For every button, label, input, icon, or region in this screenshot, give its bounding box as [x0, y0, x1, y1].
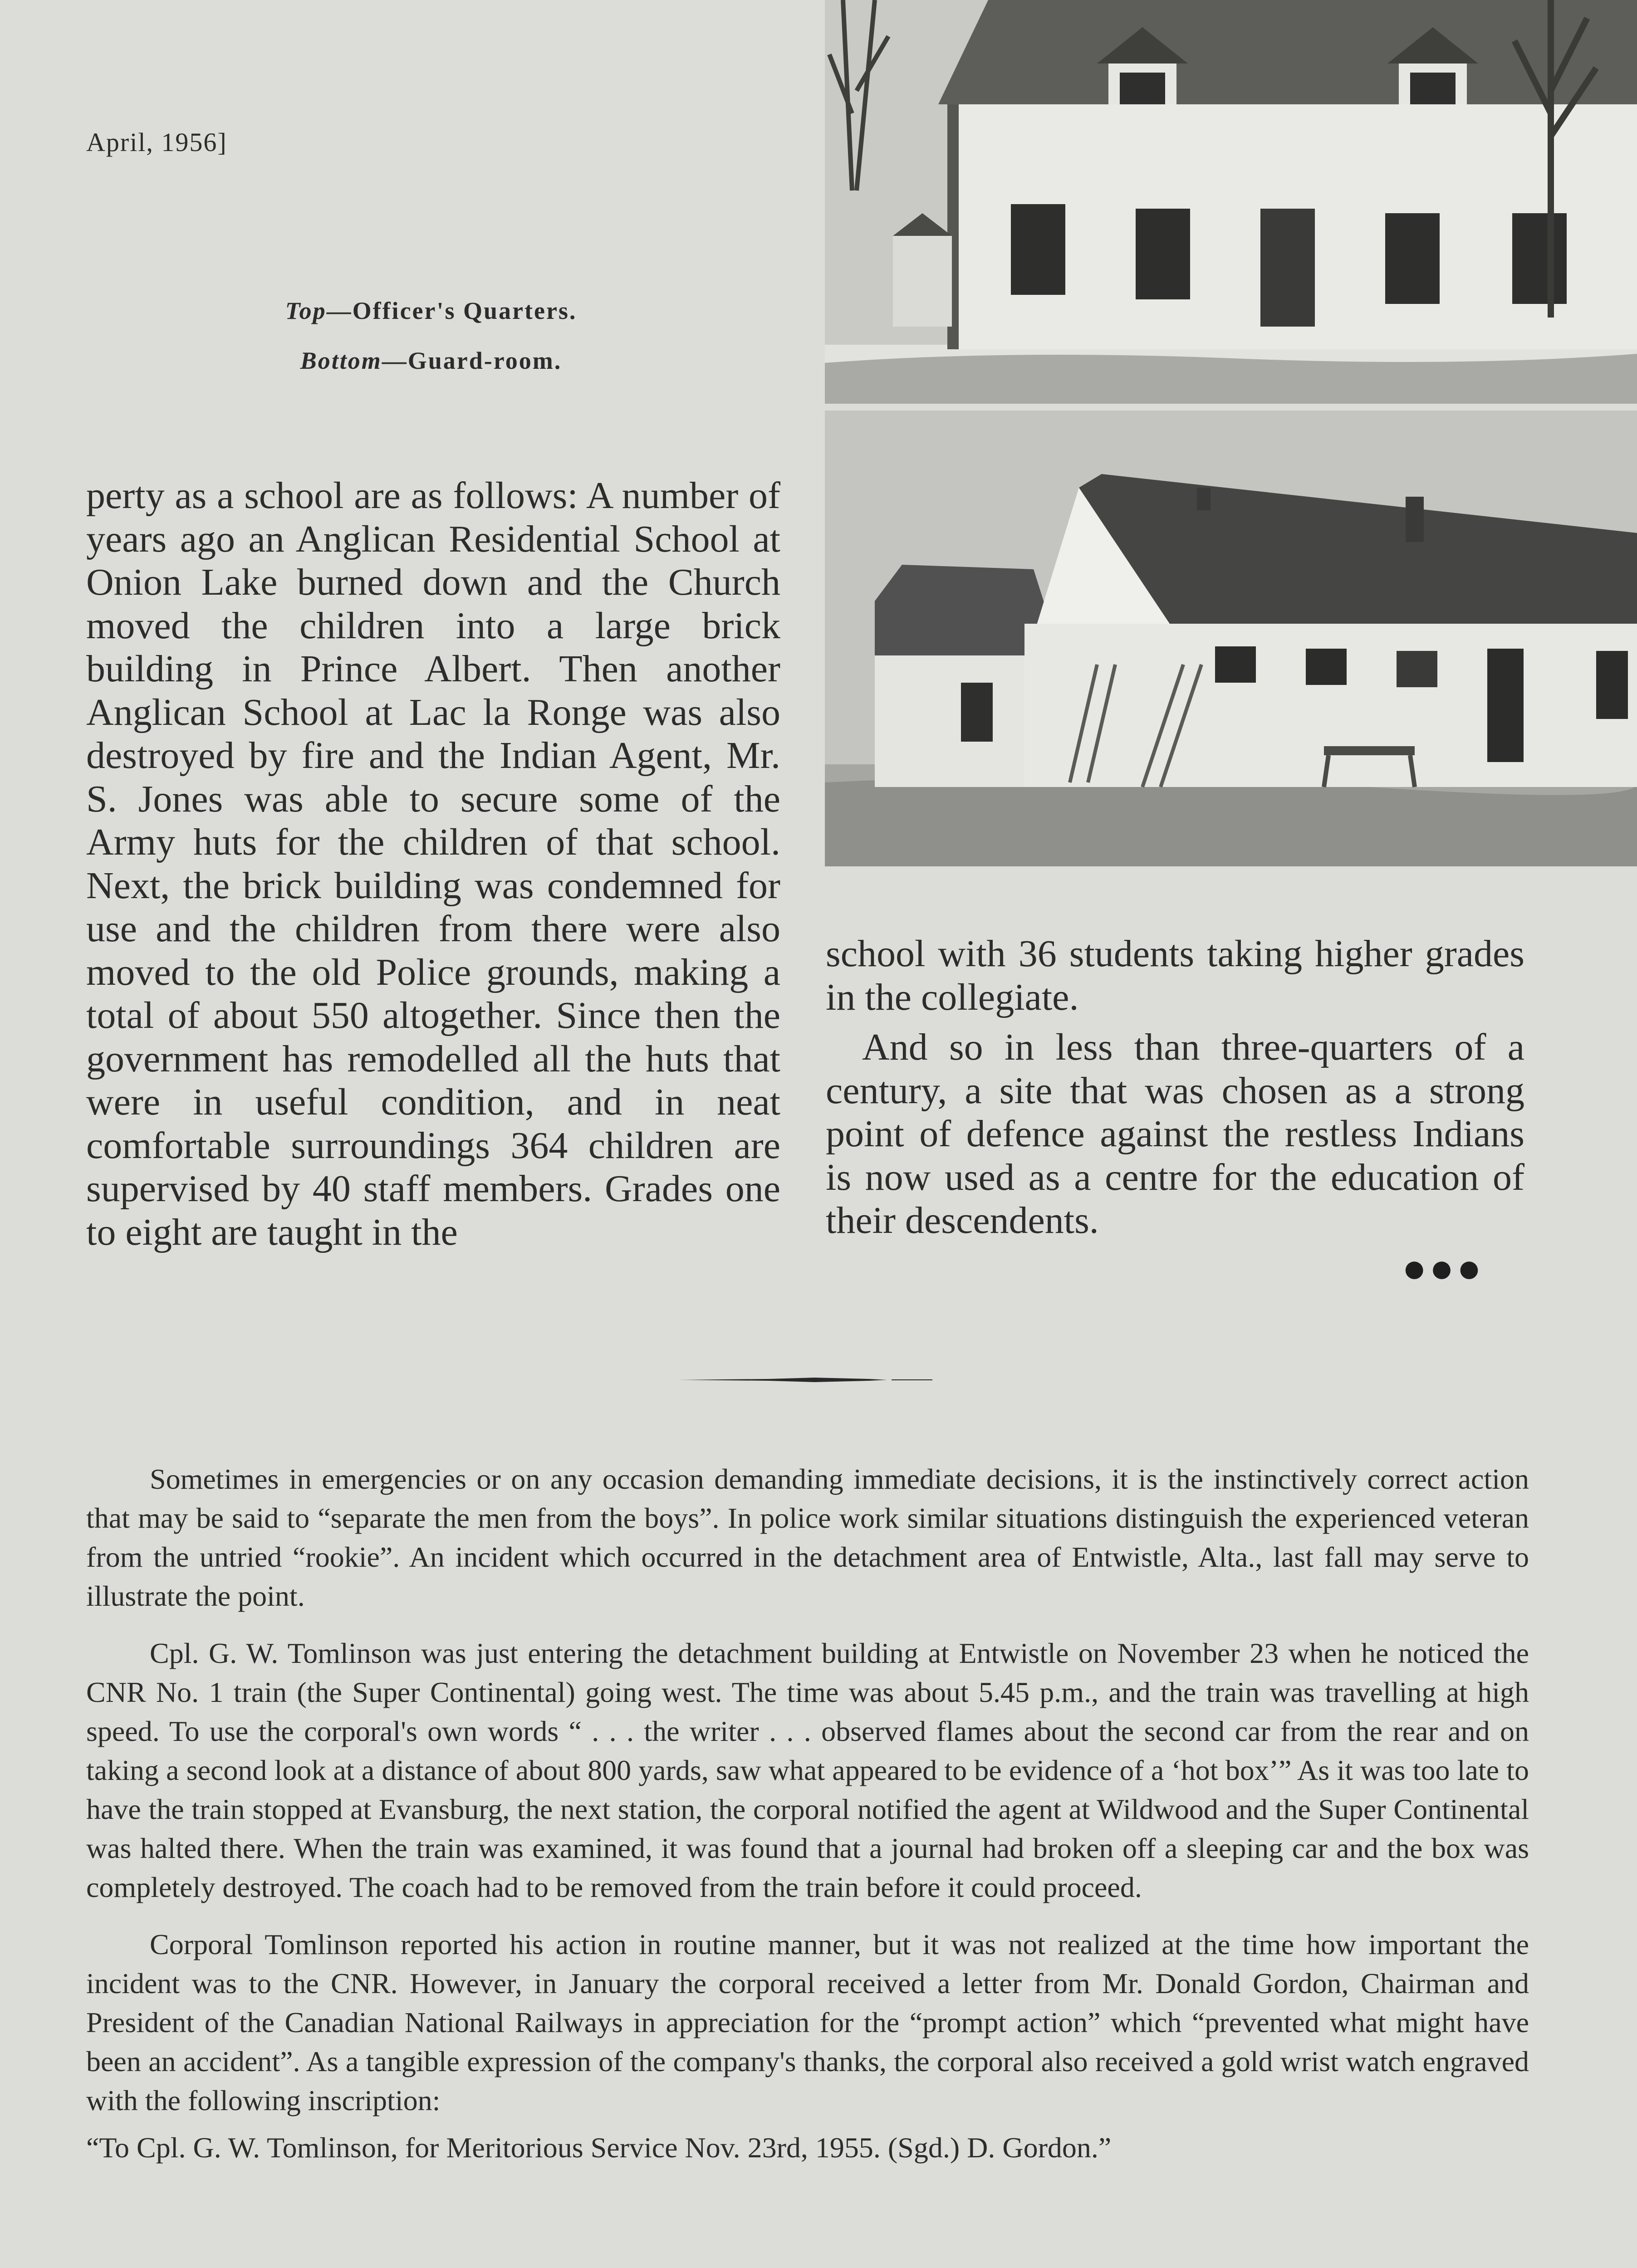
caption-top-label: Top [285, 297, 327, 324]
photo-caption [91, 286, 771, 386]
caption-bottom-label: Bottom [300, 347, 382, 374]
article-paragraph: Corporal Tomlinson reported his action in routine manner, but it was not realized at the time how important the incident was to the CNR. However, in January the corporal received a letter from Mr. Donald Gordon, Chairman and President of the Canadian National Railways in appreciation for the “prompt action” which “prevented what might have been an accident”. As a tangible expression of the company's thanks, the corporal also received a gold wrist watch engraved with the following inscription: [86, 1928, 1529, 2116]
right-column-paragraph: school with 36 students taking higher grades in the collegiate. [826, 933, 1524, 1018]
officers-quarters-photo [825, 0, 1637, 404]
watch-inscription: “To Cpl. G. W. Tomlinson, for Meritorious Service Nov. 23rd, 1955. (Sgd.) D. Gordon.” [86, 2131, 1112, 2164]
end-of-article-mark: ●●● [1402, 1246, 1485, 1291]
right-column [826, 932, 1524, 1242]
right-column-paragraph: And so in less than three-quarters of a century, a site that was chosen as a strong point of defence against the restless Indians is now used as a centre for the education of their descendents. [826, 1026, 1524, 1242]
caption-top-text: —Officer's Quarters. [326, 297, 577, 324]
caption-bottom-line [91, 336, 771, 386]
guard-room-photo [825, 411, 1637, 866]
article-paragraph: Sometimes in emergencies or on any occasion demanding immediate decisions, it is the instinctively correct action that may be said to “separate the men from the boys”. In police work similar situations distinguish the experienced veteran from the untried “rookie”. An incident which occurred in the detachment area of Entwistle, Alta., last fall may serve to illustrate the point. [86, 1463, 1529, 1612]
house-illustration [825, 0, 1637, 404]
left-column-text: perty as a school are as follows: A number of years ago an Anglican Residential School at Onion Lake burned down and the Church moved the children into a large brick building in Prince Albert. Then another Anglican School at Lac la Ronge was also destroyed by fire and the Indian Agent, Mr. S. Jones was able to secure some of the Army huts for the children of that school. Next, the brick building was condemned for use and the children from there were also moved to the old Police grounds, making a total of about 550 altogether. Since then the government has remodelled all the huts that were in useful condition, and in neat comfortable surroundings 364 children are supervised by 40 staff members. Grades one to eight are taught in the [86, 474, 780, 1253]
page-date-header: April, 1956] [86, 127, 227, 157]
caption-top-line [91, 286, 771, 336]
article-paragraph: Cpl. G. W. Tomlinson was just entering the detachment building at Entwistle on November 23 when he noticed the CNR No. 1 train (the Super Continental) going west. The time was about 5.45 p.m., and the train was travelling at high speed. To use the corporal's own words “ . . . the writer . . . observed flames about the second car from the rear and on taking a second look at a distance of about 800 yards, saw what appeared to be evidence of a ‘hot box’” As it was too late to have the train stopped at Evansburg, the next station, the corporal notified the agent at Wildwood and the Super Continental was halted there. When the train was examined, it was found that a journal had broken off a sleeping car and the box was completely destroyed. The coach had to be removed from the train before it could proceed. [86, 1637, 1529, 1903]
guard-room-illustration [825, 411, 1637, 866]
lower-article [86, 1460, 1529, 2167]
caption-bottom-text: —Guard-room. [382, 347, 562, 374]
section-divider [678, 1377, 932, 1383]
